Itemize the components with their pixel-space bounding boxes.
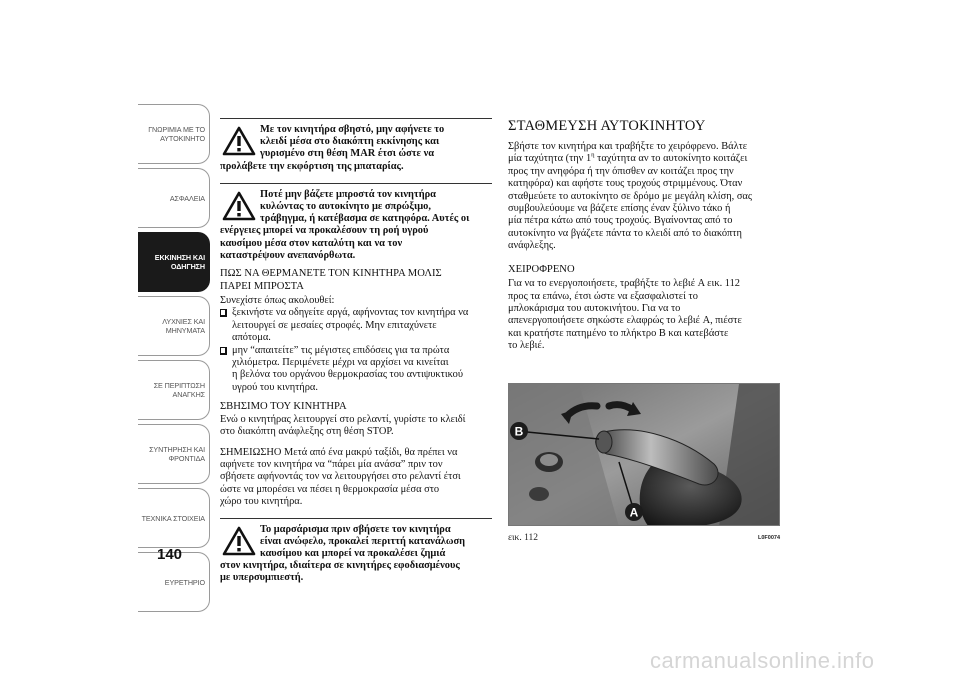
paragraph-line: συμβουλεύουμε να βάζετε επίσης έναν ξύλινο τάκο ή bbox=[508, 203, 731, 215]
figure-code: L0F0074 bbox=[757, 535, 780, 541]
paragraph-line: Για να το ενεργοποιήσετε, τραβήξτε το λεβιέ A εικ. 112 bbox=[508, 278, 740, 290]
warning-line: είναι ανώφελο, προκαλεί περιττή κατανάλωση bbox=[260, 535, 465, 547]
warning-line: στον κινητήρα, ιδιαίτερα σε κινητήρες εφοδιασμένους bbox=[220, 560, 460, 572]
warning-line: προλάβετε την εκφόρτιση της μπαταρίας. bbox=[220, 160, 404, 172]
checkbox-bullet-icon bbox=[220, 309, 227, 317]
bullet-line: η βελόνα του οργάνου θερμοκρασίας του αντιψυκτικού bbox=[232, 369, 463, 381]
warning-box-revving bbox=[220, 518, 492, 585]
tab-label: ΦΡΟΝΤΙΔΑ bbox=[168, 454, 205, 463]
warning-triangle-icon bbox=[222, 526, 256, 556]
checkbox-bullet-icon bbox=[220, 347, 227, 355]
warning-line: ενέργειες μπορεί να προκαλέσουν τη ροή υγρού bbox=[220, 225, 429, 237]
left-column bbox=[220, 118, 492, 585]
paragraph-line: μπλοκάρισμα του αυτοκινήτου. Για να το bbox=[508, 302, 681, 314]
paragraph-line: Ενώ ο κινητήρας λειτουργεί στο ρελαντί, γυρίστε το κλειδί bbox=[220, 413, 466, 425]
tab-label: ΕΥΡΕΤΗΡΙΟ bbox=[164, 577, 205, 587]
section-heading: ΠΑΡΕΙ ΜΠΡΟΣΤΑ bbox=[220, 280, 304, 292]
paragraph-line bbox=[508, 153, 780, 165]
list-item bbox=[220, 307, 492, 344]
tab-technical-data[interactable] bbox=[138, 488, 210, 548]
paragraph-line: προς τα επάνω, έτσι ώστε να εξασφαλιστεί το bbox=[508, 290, 698, 302]
warning-triangle-icon bbox=[222, 126, 256, 156]
paragraph-line: το λεβιέ. bbox=[508, 340, 545, 352]
section-stop-engine bbox=[220, 401, 492, 438]
figure-number: εικ. 112 bbox=[508, 533, 538, 543]
paragraph-line: προς την ανηφόρα ή την όπισθεν αν κοιτάζει προς την bbox=[508, 165, 734, 177]
tab-safety[interactable] bbox=[138, 168, 210, 228]
tab-label: ΑΝΑΓΚΗΣ bbox=[172, 390, 205, 399]
warning-line: γυρισμένο στη θέση MAR έτσι ώστε να bbox=[260, 148, 435, 160]
paragraph-line: αφήνετε τον κινητήρα να “πάρει μία ανάσα” πριν τον bbox=[220, 459, 443, 470]
text-run: ταχύτητα αν το αυτοκίνητο κοιτάζει bbox=[594, 153, 748, 165]
callout-b-label: B bbox=[514, 424, 524, 439]
figure-caption bbox=[508, 533, 780, 543]
tab-starting-driving[interactable] bbox=[138, 232, 210, 292]
bullet-line: υγρού του κινητήρα. bbox=[232, 381, 318, 393]
bullet-line: μην “απαιτείτε” τις μέγιστες επιδόσεις για τα πρώτα bbox=[232, 344, 450, 356]
paragraph-line: ανάφλεξης. bbox=[508, 240, 556, 252]
page-number: 140 bbox=[157, 546, 183, 563]
warning-line: τράβηγμα, ή κατέβασμα σε κατηφόρα. Αυτές οι bbox=[260, 213, 470, 225]
warning-line: με υπερσυμπιεστή. bbox=[220, 572, 304, 584]
paragraph-line: αυτοκίνητο να βγάζετε πάντα το κλειδί από το διακόπτη bbox=[508, 227, 742, 239]
paragraph-line: κατηφόρα) και αφήστε τους τροχούς στριμμένους. Όταν bbox=[508, 178, 743, 190]
paragraph-line: σταθμεύετε το αυτοκίνητο σε δρόμο με μεγάλη κλίση, σας bbox=[508, 190, 752, 202]
paragraph-line: χώρο του κινητήρα. bbox=[220, 496, 303, 508]
warning-triangle-icon bbox=[222, 191, 256, 221]
superscript: η bbox=[591, 151, 595, 159]
tab-label: ΕΚΚΙΝΗΣΗ ΚΑΙ bbox=[154, 253, 205, 262]
paragraph: Συνεχίστε όπως ακολουθεί: bbox=[220, 295, 335, 307]
paragraph-line: και κρατήστε πατημένο το πλήκτρο B και κατεβάστε bbox=[508, 327, 729, 339]
section-heading: ΠΩΣ ΝΑ ΘΕΡΜΑΝΕΤΕ ΤΟΝ ΚΙΝΗΤΗΡΑ ΜΟΛΙΣ bbox=[220, 268, 442, 280]
tab-label: ΛΥΧΝΙΕΣ ΚΑΙ bbox=[162, 317, 205, 326]
tab-warning-lights[interactable] bbox=[138, 296, 210, 356]
warning-line: καυσίμου και μπορεί να προκαλέσει ζημιά bbox=[260, 548, 446, 560]
warning-line: κλειδί μέσα στο διακόπτη εκκίνησης και bbox=[260, 136, 440, 148]
paragraph-line: ώστε να μπορέσει να πέσει η θερμοκρασία μέσα στο bbox=[220, 483, 440, 495]
section-heading: ΣΒΗΣΙΜΟ ΤΟΥ ΚΙΝΗΤΗΡΑ bbox=[220, 401, 347, 413]
section-warm-up bbox=[220, 268, 492, 394]
warning-line: Ποτέ μην βάζετε μπροστά τον κινητήρα bbox=[260, 188, 436, 200]
tab-label: ΤΕΧΝΙΚΑ ΣΤΟΙΧΕΙΑ bbox=[141, 513, 205, 523]
section-handbrake bbox=[508, 264, 780, 353]
parking-text bbox=[508, 141, 780, 253]
tab-label: ΣΕ ΠΕΡΙΠΤΩΣΗ bbox=[153, 381, 205, 390]
right-column bbox=[508, 118, 780, 353]
warning-box-key bbox=[220, 118, 492, 173]
tab-emergency[interactable] bbox=[138, 360, 210, 420]
paragraph-line: ΣΗΜΕΙΩΣΗΟ Μετά από ένα μακρύ ταξίδι, θα πρέπει να bbox=[220, 446, 458, 458]
watermark: carmanualsonline.info bbox=[650, 648, 875, 673]
warning-line: κυλώντας το αυτοκίνητο με σπρώξιμο, bbox=[260, 201, 431, 213]
paragraph-line: σβήσετε αφήνοντάς τον να λειτουργήσει στο ρελαντί έτσι bbox=[220, 471, 461, 483]
tab-label: ΜΗΝΥΜΑΤΑ bbox=[165, 326, 205, 335]
bullet-line: ξεκινήστε να οδηγείτε αργά, αφήνοντας τον κινητήρα να bbox=[232, 307, 469, 319]
list-item bbox=[220, 345, 492, 395]
note bbox=[220, 447, 492, 509]
tab-label: ΑΣΦΑΛΕΙΑ bbox=[169, 193, 205, 203]
section-heading: ΧΕΙΡΟΦΡΕΝΟ bbox=[508, 263, 575, 275]
tab-label: ΓΝΩΡΙΜΙΑ ΜΕ ΤΟ bbox=[148, 125, 205, 134]
bullet-line: λειτουργεί σε μεσαίες στροφές. Μην επιταχύνετε bbox=[232, 319, 437, 331]
handbrake-figure bbox=[508, 383, 780, 526]
bullet-line: χιλιόμετρα. Περιμένετε μέχρι να αρχίσει να κινείται bbox=[232, 357, 449, 369]
warning-line: καυσίμου μέσα στον καταλύτη και να τον bbox=[220, 237, 403, 249]
callout-a-label: A bbox=[629, 505, 639, 520]
handbrake-illustration bbox=[509, 384, 780, 526]
paragraph-line: στο διακόπτη ανάφλεξης στη θέση STOP. bbox=[220, 426, 394, 438]
page-title: ΣΤΑΘΜΕΥΣΗ ΑΥΤΟΚΙΝΗΤΟΥ bbox=[508, 118, 706, 134]
warning-box-push-start bbox=[220, 183, 492, 262]
paragraph-line: Σβήστε τον κινητήρα και τραβήξτε το χειρόφρενο. Βάλτε bbox=[508, 141, 748, 152]
warning-line: Με τον κινητήρα σβηστό, μην αφήνετε το bbox=[260, 124, 445, 135]
bullet-line: απότομα. bbox=[232, 332, 271, 344]
warning-line: καταστρέψουν ανεπανόρθωτα. bbox=[220, 249, 356, 261]
warning-line: Το μαρσάρισμα πριν σβήσετε τον κινητήρα bbox=[260, 523, 451, 535]
tab-maintenance[interactable] bbox=[138, 424, 210, 484]
paragraph-line: απενεργοποιήσετε σηκώστε ελαφρώς το λεβιέ A, πιέστε bbox=[508, 315, 742, 327]
tab-getting-to-know[interactable] bbox=[138, 104, 210, 164]
tab-label: ΟΔΗΓΗΣΗ bbox=[170, 262, 205, 271]
text-run: μία ταχύτητα (την 1 bbox=[508, 153, 592, 165]
tab-label: ΑΥΤΟΚΙΝΗΤΟ bbox=[160, 134, 205, 143]
tab-label: ΣΥΝΤΗΡΗΣΗ ΚΑΙ bbox=[149, 445, 205, 454]
paragraph-line: μία πέτρα κάτω από τους τροχούς. Βγαίνοντας από το bbox=[508, 215, 733, 227]
